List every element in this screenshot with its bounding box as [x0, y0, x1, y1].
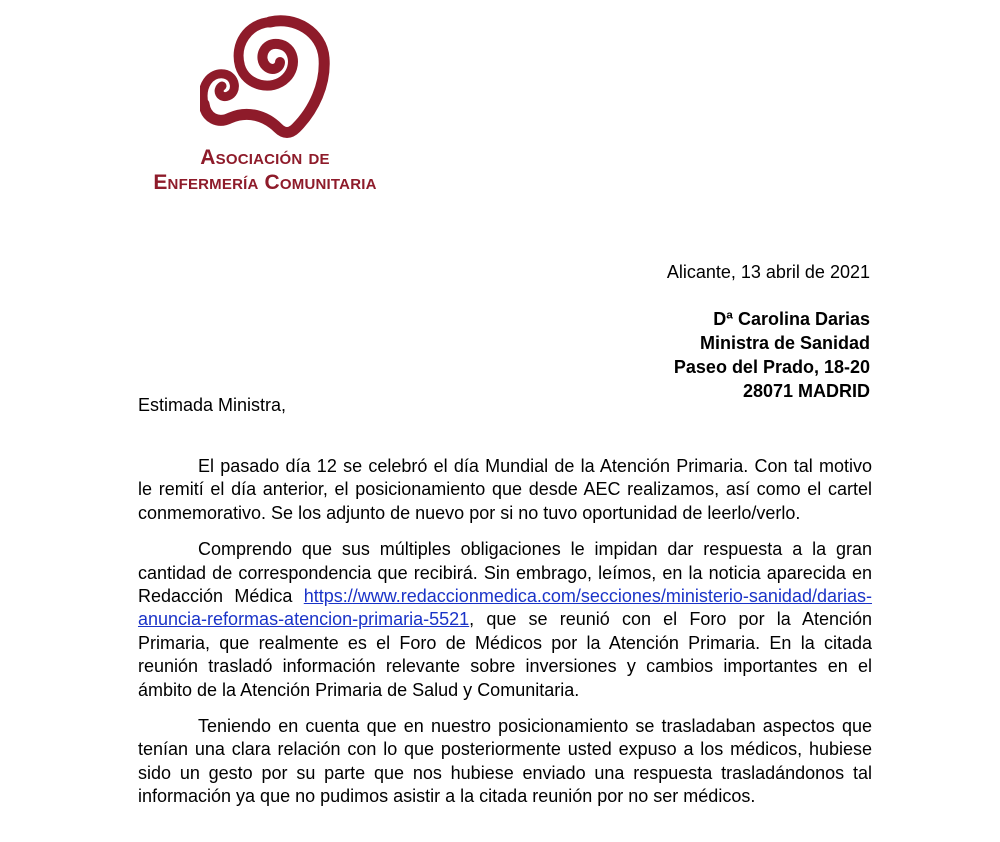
organization-name [140, 145, 390, 195]
recipient-name: Dª Carolina Darias [713, 309, 870, 329]
recipient-title: Ministra de Sanidad [699, 333, 870, 353]
letter-body [138, 455, 872, 822]
news-article-link[interactable]: https://www.redaccionmedica.com/secciones/ministerio-sanidad/darias-anuncia-reformas-atencion-primaria-5521 [138, 586, 872, 630]
paragraph-2-text-before: Comprendo que sus múltiples obligaciones le impidan dar respuesta a la gran cantidad de correspondencia que recibirá. Sin embrago, leímos, en la noticia aparecida en Redacción Médica [138, 539, 872, 607]
paragraph-2 [138, 538, 872, 702]
spiral-swirl-logo-icon [200, 14, 330, 142]
paragraph-2-text-after: , que se reunió con el Foro por la Atención Primaria, que realmente es el Foro de Médicos por la Atención Primaria. En la citada reunión trasladó información relevante sobre inversiones y cambios importantes en el ámbito de la Atención Primaria de Salud y Comunitaria. [138, 609, 872, 700]
recipient-address: Paseo del Prado, 18-20 [673, 357, 870, 377]
org-name-line-2: Enfermería Comunitaria [153, 171, 377, 194]
paragraph-3: Teniendo en cuenta que en nuestro posicionamiento se trasladaban aspectos que tenían una clara relación con lo que posteriormente usted expuso a los médicos, hubiese sido un gesto por su parte que nos hubiese enviado una respuesta trasladándonos tal información ya que no pudimos asistir a la citada reunión por no ser médicos. [138, 716, 872, 807]
organization-logo [140, 14, 390, 204]
salutation: Estimada Ministra, [138, 395, 287, 415]
recipient-block [674, 307, 870, 403]
org-name-line-1: Asociación de [200, 146, 330, 169]
recipient-city: 28071 MADRID [742, 381, 870, 401]
paragraph-1: El pasado día 12 se celebró el día Mundial de la Atención Primaria. Con tal motivo le remití el día anterior, el posicionamiento que desde AEC realizamos, así como el cartel conmemorativo. Se los adjunto de nuevo por si no tuvo oportunidad de leerlo/verlo. [138, 456, 872, 523]
letter-date: Alicante, 13 abril de 2021 [666, 262, 870, 282]
